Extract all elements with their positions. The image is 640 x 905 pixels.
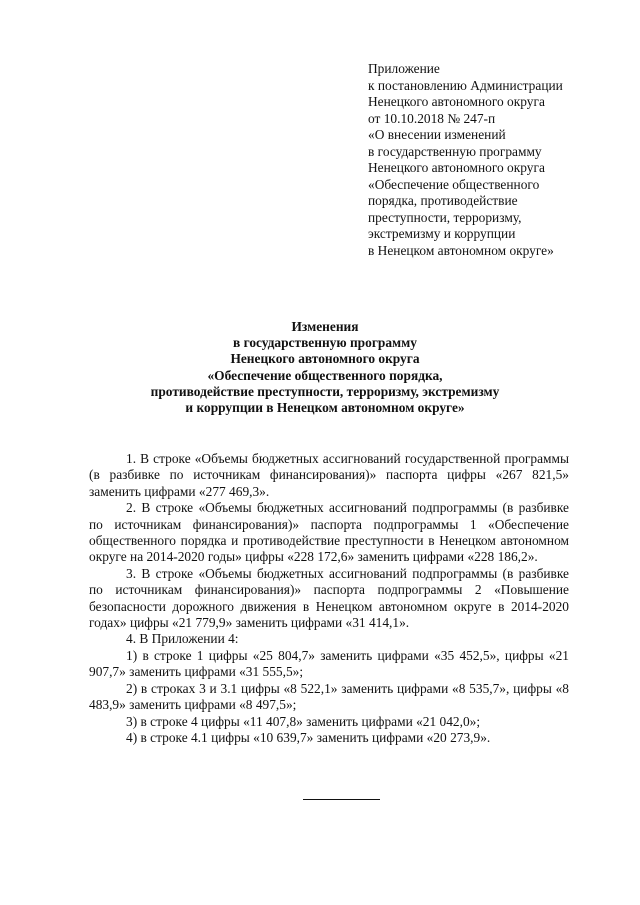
- document-body: [89, 451, 569, 746]
- title-line: и коррупции в Ненецком автономном округе»: [185, 400, 465, 416]
- title-line: «Обеспечение общественного порядка,: [207, 367, 443, 383]
- end-divider: [303, 799, 380, 800]
- title-line: в государственную программу: [233, 335, 417, 351]
- appendix-line: экстремизму и коррупции: [368, 226, 516, 241]
- appendix-line: «О внесении изменений: [368, 127, 506, 142]
- title-line: противодействие преступности, терроризму, экстремизму: [150, 383, 500, 399]
- title-line: Изменения: [291, 319, 359, 334]
- paragraph-subitem-2: 2) в строках 3 и 3.1 цифры «8 522,1» заменить цифрами «8 535,7», цифры «8 483,9» заменить цифрами «8 497,5»;: [89, 680, 569, 713]
- paragraph-subitem-3: 3) в строке 4 цифры «11 407,8» заменить цифрами «21 042,0»;: [126, 713, 481, 729]
- paragraph-item-2: 2. В строке «Объемы бюджетных ассигнований подпрограммы (в разбивке по источникам финансирования)» паспорта подпрограммы 1 «Обеспечение общественного порядка и противодействие преступности в Ненецком автономном округе на 2014-2020 годы» цифры «228 172,6» заменить цифрами «228 186,2».: [89, 500, 569, 565]
- appendix-line: «Обеспечение общественного: [368, 176, 540, 192]
- paragraph-subitem-4: 4) в строке 4.1 цифры «10 639,7» заменить цифрами «20 273,9».: [126, 729, 491, 745]
- paragraph-item-1: 1. В строке «Объемы бюджетных ассигнований государственной программы (в разбивке по источникам финансирования)» паспорта цифры «267 821,5» заменить цифрами «277 469,3».: [89, 451, 569, 499]
- appendix-line: преступности, терроризму,: [368, 209, 522, 225]
- appendix-line: от 10.10.2018 № 247-п: [368, 110, 496, 126]
- appendix-line: в Ненецком автономном округе»: [368, 242, 554, 258]
- appendix-line: порядка, противодействие: [368, 193, 518, 208]
- paragraph-subitem-1: 1) в строке 1 цифры «25 804,7» заменить цифрами «35 452,5», цифры «21 907,7» заменить цифрами «31 555,5»;: [89, 647, 569, 680]
- appendix-line: Приложение: [368, 61, 440, 76]
- title-line: Ненецкого автономного округа: [230, 351, 420, 367]
- appendix-line: Ненецкого автономного округа: [368, 94, 545, 109]
- appendix-line: в государственную программу: [368, 143, 542, 159]
- appendix-header: [368, 61, 618, 259]
- appendix-line: Ненецкого автономного округа: [368, 160, 545, 175]
- document-title: [60, 319, 590, 416]
- paragraph-item-3: 3. В строке «Объемы бюджетных ассигнований подпрограммы (в разбивке по источникам финансирования)» паспорта подпрограммы 2 «Повышение безопасности дорожного движения в Ненецком автономном округе в 2014-2020 годах» цифры «21 779,9» заменить цифрами «31 414,1».: [89, 565, 569, 631]
- paragraph-item-4: 4. В Приложении 4:: [126, 631, 239, 647]
- appendix-line: к постановлению Администрации: [368, 77, 563, 93]
